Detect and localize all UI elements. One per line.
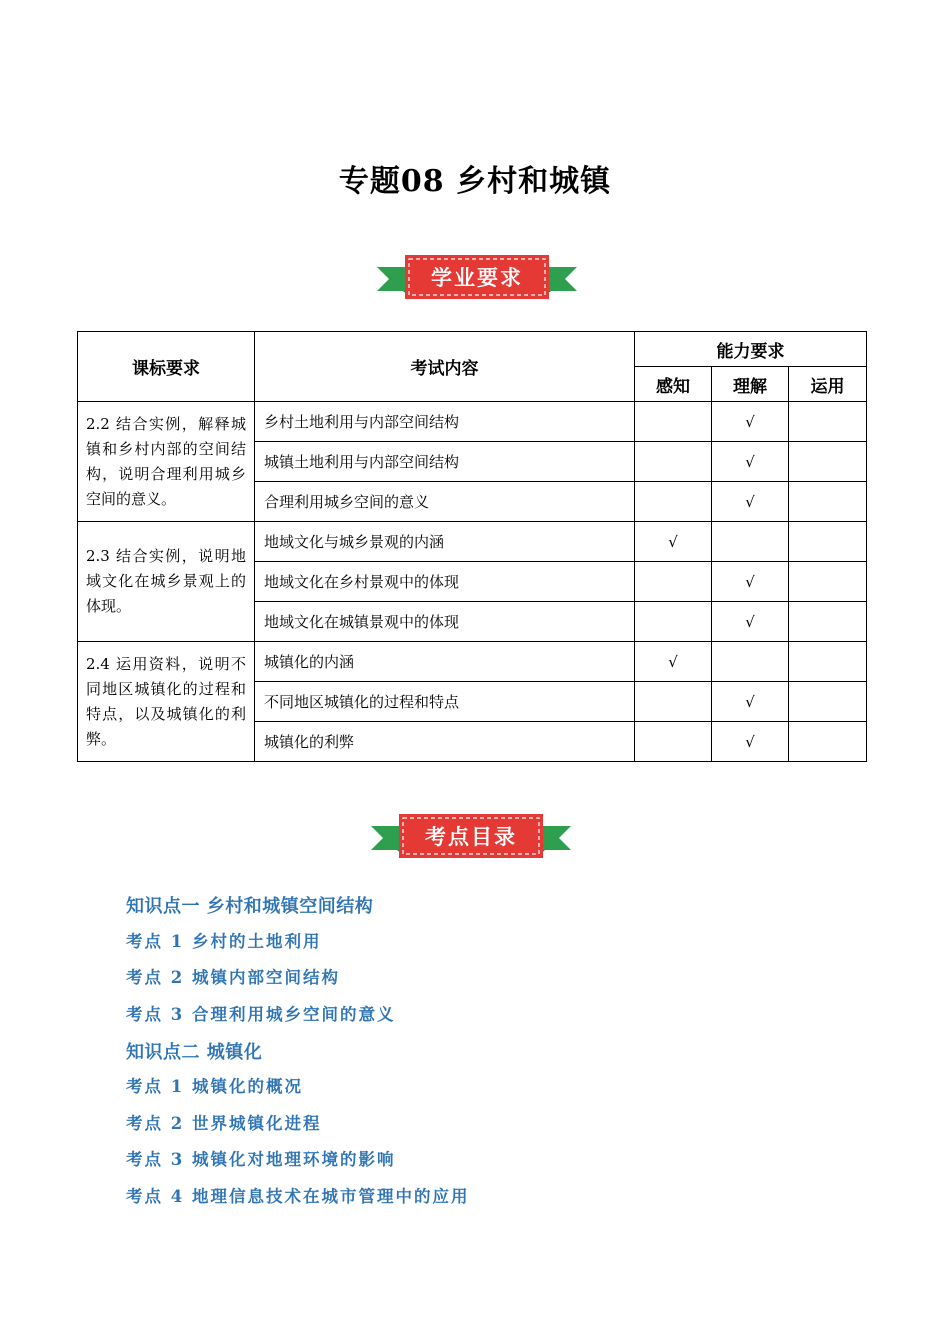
table-row — [78, 642, 867, 682]
header-understand: 理解 — [712, 367, 789, 402]
understand-cell — [712, 642, 789, 682]
content-cell: 合理利用城乡空间的意义 — [255, 482, 635, 522]
header-standard: 课标要求 — [78, 332, 255, 402]
understand-cell: √ — [712, 482, 789, 522]
content-cell: 地域文化与城乡景观的内涵 — [255, 522, 635, 562]
perceive-cell — [635, 442, 712, 482]
header-perceive: 感知 — [635, 367, 712, 402]
apply-cell — [789, 522, 867, 562]
content-cell: 不同地区城镇化的过程和特点 — [255, 682, 635, 722]
apply-cell — [789, 642, 867, 682]
perceive-cell — [635, 682, 712, 722]
perceive-cell: √ — [635, 522, 712, 562]
toc-point[interactable]: 考点 2 世界城镇化进程 — [126, 1114, 322, 1133]
toc-knowledge-1[interactable]: 知识点一 乡村和城镇空间结构 — [126, 896, 374, 917]
apply-cell — [789, 482, 867, 522]
toc-point[interactable]: 考点 2 城镇内部空间结构 — [126, 968, 340, 987]
perceive-cell — [635, 722, 712, 762]
perceive-cell — [635, 402, 712, 442]
header-content: 考试内容 — [255, 332, 635, 402]
toc-point[interactable]: 考点 3 城镇化对地理环境的影响 — [126, 1150, 396, 1169]
banner-catalog-label: 考点目录 — [425, 825, 517, 849]
apply-cell — [789, 562, 867, 602]
header-apply: 运用 — [789, 367, 867, 402]
understand-cell: √ — [712, 402, 789, 442]
perceive-cell: √ — [635, 642, 712, 682]
header-ability: 能力要求 — [635, 332, 867, 367]
page-title: 专题08 乡村和城镇 — [338, 164, 612, 199]
toc-point[interactable]: 考点 4 地理信息技术在城市管理中的应用 — [126, 1187, 470, 1206]
standard-cell: 2.3 结合实例，说明地域文化在城乡景观上的体现。 — [78, 522, 255, 642]
standard-cell: 2.4 运用资料，说明不同地区城镇化的过程和特点，以及城镇化的利弊。 — [78, 642, 255, 762]
standard-cell: 2.2 结合实例，解释城镇和乡村内部的空间结构，说明合理利用城乡空间的意义。 — [78, 402, 255, 522]
content-cell: 城镇化的利弊 — [255, 722, 635, 762]
perceive-cell — [635, 562, 712, 602]
understand-cell: √ — [712, 602, 789, 642]
content-cell: 城镇土地利用与内部空间结构 — [255, 442, 635, 482]
content-cell: 城镇化的内涵 — [255, 642, 635, 682]
banner-requirements — [377, 253, 577, 303]
understand-cell — [712, 522, 789, 562]
content-cell: 乡村土地利用与内部空间结构 — [255, 402, 635, 442]
apply-cell — [789, 442, 867, 482]
table-row — [78, 522, 867, 562]
content-cell: 地域文化在乡村景观中的体现 — [255, 562, 635, 602]
perceive-cell — [635, 602, 712, 642]
understand-cell: √ — [712, 722, 789, 762]
perceive-cell — [635, 482, 712, 522]
toc-point[interactable]: 考点 3 合理利用城乡空间的意义 — [126, 1005, 396, 1024]
toc-point[interactable]: 考点 1 乡村的土地利用 — [126, 932, 322, 951]
apply-cell — [789, 722, 867, 762]
banner-catalog — [371, 812, 571, 862]
understand-cell: √ — [712, 442, 789, 482]
understand-cell: √ — [712, 562, 789, 602]
requirements-table — [77, 331, 867, 762]
apply-cell — [789, 682, 867, 722]
apply-cell — [789, 402, 867, 442]
toc-point[interactable]: 考点 1 城镇化的概况 — [126, 1077, 303, 1096]
table-row — [78, 402, 867, 442]
understand-cell: √ — [712, 682, 789, 722]
banner-requirements-label: 学业要求 — [431, 266, 523, 290]
toc-knowledge-2[interactable]: 知识点二 城镇化 — [126, 1042, 263, 1063]
apply-cell — [789, 602, 867, 642]
content-cell: 地域文化在城镇景观中的体现 — [255, 602, 635, 642]
